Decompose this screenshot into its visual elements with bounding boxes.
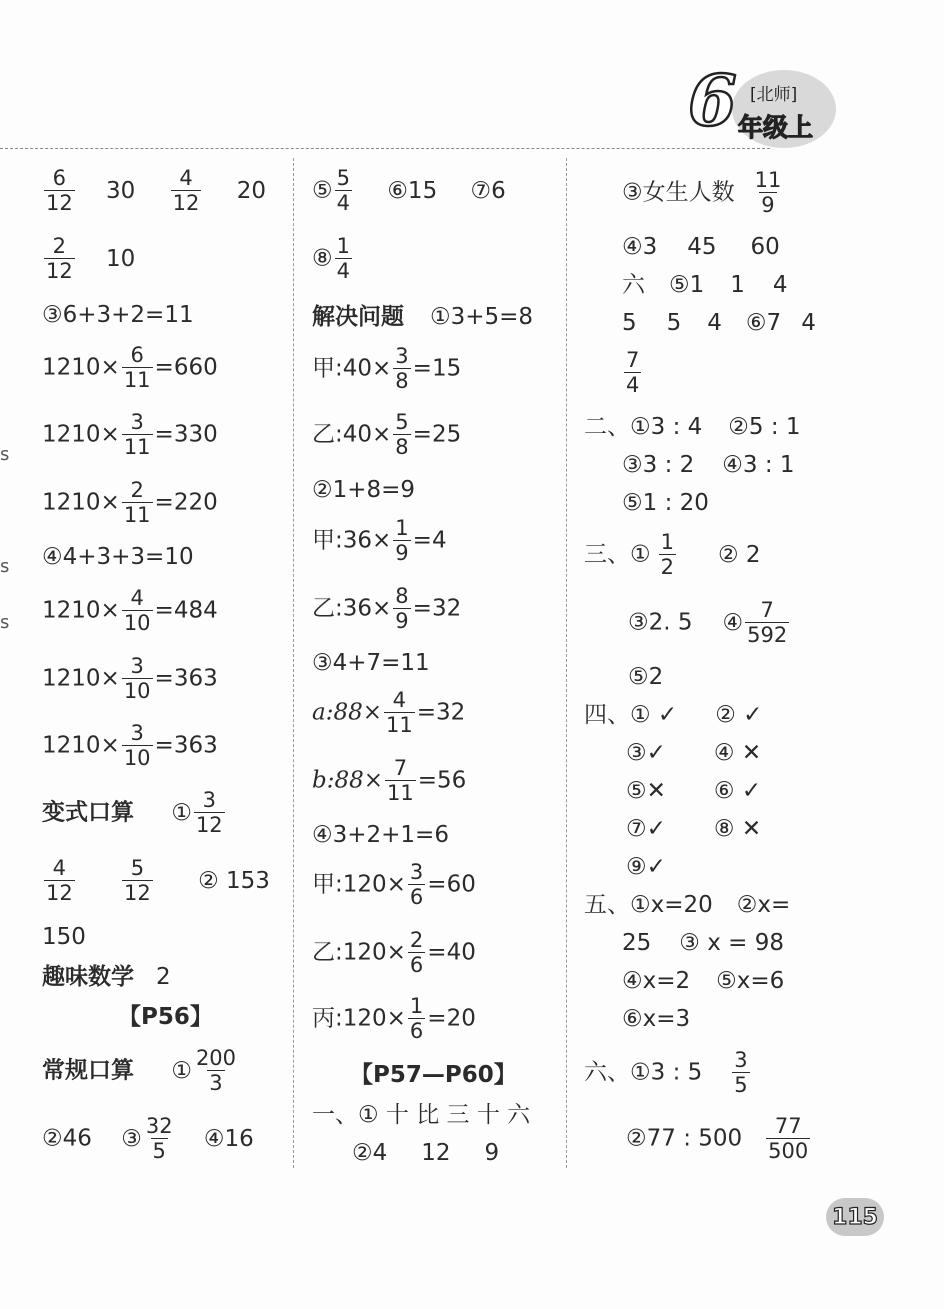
answer-line: 乙:36× $\frac{8}{9}$ =32 bbox=[312, 584, 462, 633]
answer-line: 六 ⑤1 1 4 bbox=[622, 272, 788, 298]
answer-line: 5 5 4 ⑥7 4 bbox=[622, 310, 816, 336]
answer-line: 六、①3 : 5 $\frac{3}{5}$ bbox=[584, 1048, 748, 1097]
answer-line: 甲:36× $\frac{1}{9}$ =4 bbox=[312, 516, 447, 565]
answer-line: ⑤2 bbox=[628, 664, 664, 690]
answer-line: 三、① $\frac{1}{2}$ ② 2 bbox=[584, 530, 761, 579]
answer-line: ③6+3+2=11 bbox=[42, 302, 194, 328]
edge-mark: s bbox=[0, 556, 10, 577]
section-heading: 常规口算 ① $\frac{200}{3}$ bbox=[42, 1046, 237, 1095]
grade-digit: 6 bbox=[688, 59, 737, 142]
page-number: 115 bbox=[826, 1198, 884, 1236]
answer-line: ③✓ ④ ✕ bbox=[626, 740, 762, 766]
answer-line: 1210× $\frac{3}{11}$ =330 bbox=[42, 410, 218, 459]
column-divider-2 bbox=[566, 158, 567, 1168]
answer-line: ⑤✕ ⑥ ✓ bbox=[626, 778, 762, 804]
answer-line: 乙:120× $\frac{2}{6}$ =40 bbox=[312, 928, 476, 977]
page-reference: 【P56】 bbox=[118, 1004, 213, 1030]
answer-line: 甲:40× $\frac{3}{8}$ =15 bbox=[312, 344, 462, 393]
answer-line: ④4+3+3=10 bbox=[42, 544, 194, 570]
answer-line: 乙:40× $\frac{5}{8}$ =25 bbox=[312, 410, 462, 459]
edge-mark: s bbox=[0, 444, 10, 465]
grade-label: 年级上 bbox=[738, 113, 814, 142]
answer-line: ②1+8=9 bbox=[312, 477, 416, 503]
answer-line: 1210× $\frac{3}{10}$ =363 bbox=[42, 721, 218, 770]
answer-line: ④3+2+1=6 bbox=[312, 822, 449, 848]
answer-line: 丙:120× $\frac{1}{6}$ =20 bbox=[312, 994, 476, 1043]
answer-line: ⑧ $\frac{1}{4}$ bbox=[312, 234, 350, 283]
answer-line: ⑥x=3 bbox=[622, 1006, 691, 1032]
answer-line: $\frac{6}{12}$ 30 $\frac{4}{12}$ 20 bbox=[46, 166, 266, 215]
answer-line: ③4+7=11 bbox=[312, 650, 430, 676]
header-divider bbox=[0, 148, 770, 149]
answer-line: ②77 : 500 $\frac{77}{500}$ bbox=[626, 1114, 809, 1163]
publisher-label: [北师] bbox=[750, 85, 798, 105]
section-heading: 趣味数学 2 bbox=[42, 964, 171, 990]
answer-line: 25 ③ x = 98 bbox=[622, 930, 784, 956]
answer-line: ②4 12 9 bbox=[352, 1140, 500, 1166]
answer-line: $\frac{2}{12}$ 10 bbox=[46, 234, 136, 283]
answer-line: 四、① ✓ ② ✓ bbox=[584, 702, 763, 728]
grade-logo bbox=[684, 59, 844, 152]
answer-line: ⑤ $\frac{5}{4}$ ⑥15 ⑦6 bbox=[312, 166, 506, 215]
section-heading: 解决问题 ①3+5=8 bbox=[312, 304, 534, 330]
section-heading: 变式口算 ① $\frac{3}{12}$ bbox=[42, 788, 223, 837]
answer-line: a:88× $\frac{4}{11}$ =32 bbox=[312, 688, 466, 737]
answer-line: ④3 45 60 bbox=[622, 234, 780, 260]
answer-line: ⑦✓ ⑧ ✕ bbox=[626, 816, 762, 842]
answer-line: ③3 : 2 ④3 : 1 bbox=[622, 452, 795, 478]
page-reference: 【P57—P60】 bbox=[350, 1062, 517, 1088]
answer-line: 1210× $\frac{2}{11}$ =220 bbox=[42, 478, 218, 527]
answer-line: 150 bbox=[42, 924, 86, 950]
answer-line: 1210× $\frac{3}{10}$ =363 bbox=[42, 654, 218, 703]
answer-line: ②46 ③ $\frac{32}{5}$ ④16 bbox=[42, 1114, 254, 1163]
answer-line: 二、①3 : 4 ②5 : 1 bbox=[584, 414, 801, 440]
answer-line: ③女生人数 $\frac{11}{9}$ bbox=[622, 168, 782, 217]
answer-line: 一、① 十 比 三 十 六 bbox=[312, 1102, 531, 1128]
answer-line: ③2. 5 ④ $\frac{7}{592}$ bbox=[628, 598, 788, 647]
answer-line: 1210× $\frac{6}{11}$ =660 bbox=[42, 343, 218, 392]
answer-line: $\frac{7}{4}$ bbox=[626, 348, 640, 397]
answer-line: 甲:120× $\frac{3}{6}$ =60 bbox=[312, 860, 476, 909]
edge-mark: s bbox=[0, 612, 10, 633]
answer-line: 五、①x=20 ②x= bbox=[584, 892, 791, 918]
answer-line: ⑨✓ bbox=[626, 854, 666, 880]
answer-line: ④x=2 ⑤x=6 bbox=[622, 968, 785, 994]
column-divider-1 bbox=[293, 158, 294, 1168]
answer-line: $\frac{4}{12}$ $\frac{5}{12}$ ② 153 bbox=[46, 856, 270, 905]
answer-line: ⑤1 : 20 bbox=[622, 490, 709, 516]
answer-line: b:88× $\frac{7}{11}$ =56 bbox=[312, 756, 467, 805]
answer-line: 1210× $\frac{4}{10}$ =484 bbox=[42, 586, 218, 635]
